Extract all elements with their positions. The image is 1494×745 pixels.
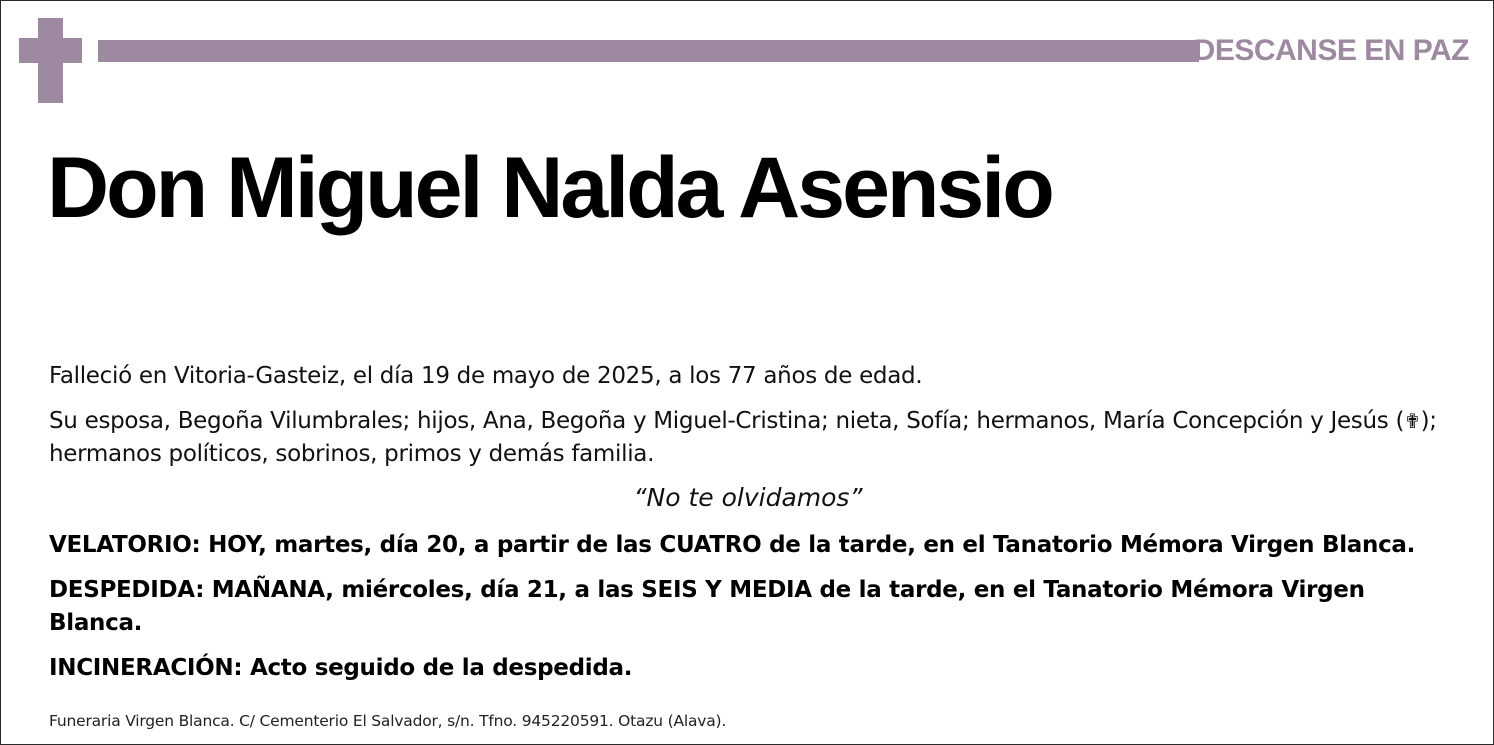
deceased-name: Don Miguel Nalda Asensio: [47, 140, 1052, 236]
rest-in-peace-label: DESCANSE EN PAZ: [1193, 34, 1469, 67]
family-list-text: Su esposa, Begoña Vilumbrales; hijos, Ana, Begoña y Miguel-Cristina; nieta, Sofía; hermanos, María Concepción y Jesús (: [49, 408, 1405, 434]
header-rule: [98, 40, 1199, 62]
funeral-home-info: Funeraria Virgen Blanca. C/ Cementerio El Salvador, s/n. Tfno. 945220591. Otazu (Alava).: [49, 712, 727, 730]
death-announcement: Falleció en Vitoria-Gasteiz, el día 19 de mayo de 2025, a los 77 años de edad.: [49, 363, 923, 389]
family-list: [49, 405, 1449, 471]
farewell-info: DESPEDIDA: MAÑANA, miércoles, día 21, a las SEIS Y MEDIA de la tarde, en el Tanatorio Mémora Virgen Blanca.: [49, 577, 1365, 636]
family-list-text-end: ); hermanos políticos, sobrinos, primos y demás familia.: [49, 408, 1437, 467]
memorial-quote: “No te olvidamos”: [633, 483, 863, 512]
wake-info: VELATORIO: HOY, martes, día 20, a partir de las CUATRO de la tarde, en el Tanatorio Mémora Virgen Blanca.: [49, 532, 1416, 558]
deceased-cross-icon: ✟: [1404, 409, 1421, 433]
cremation-info: INCINERACIÓN: Acto seguido de la despedida.: [49, 655, 633, 681]
cross-icon-bar: [19, 38, 82, 63]
